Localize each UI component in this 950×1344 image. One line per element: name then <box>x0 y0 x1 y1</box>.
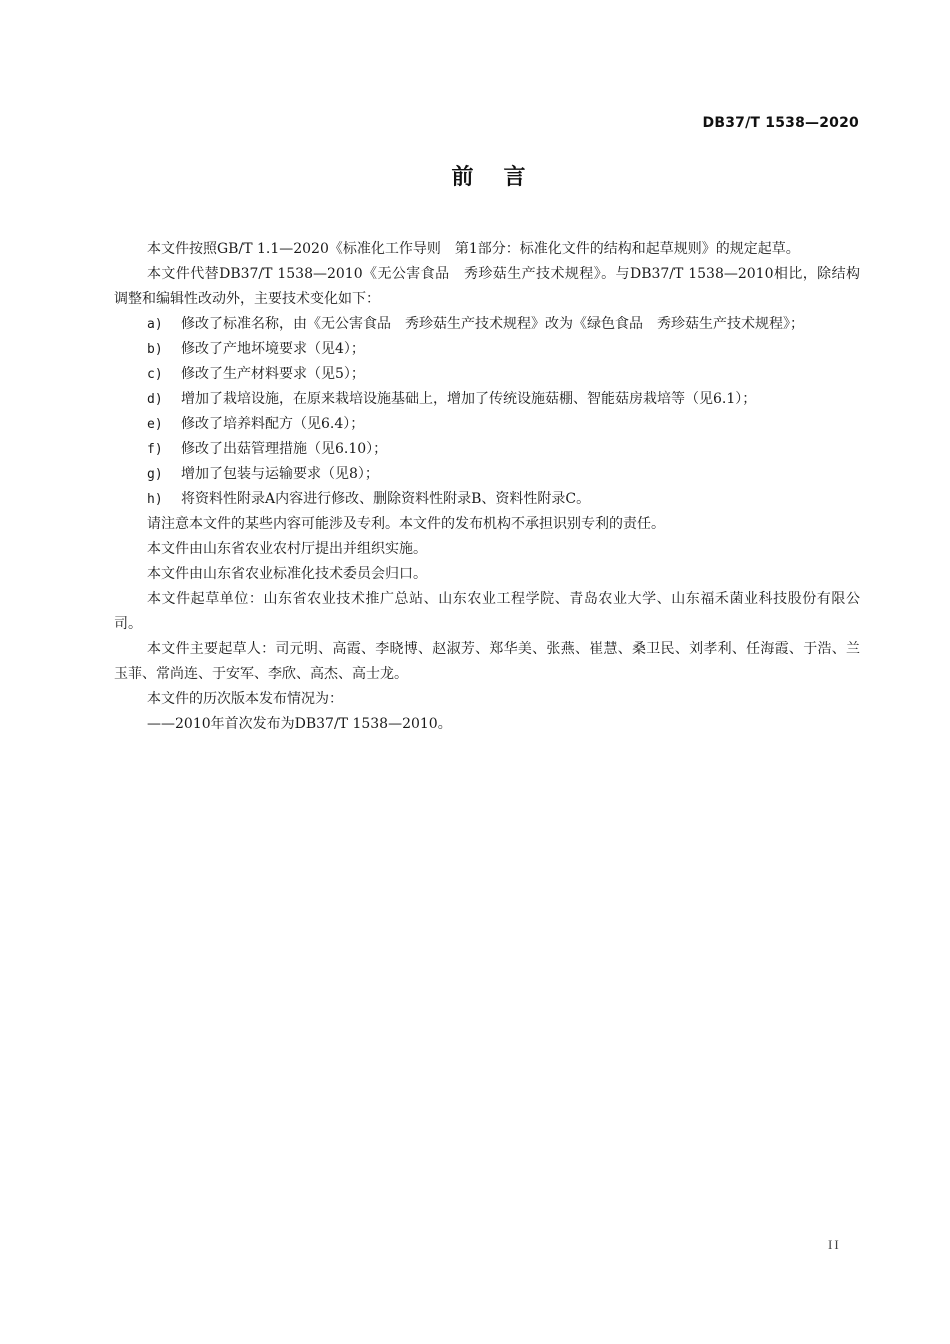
list-marker: c) <box>147 367 163 382</box>
paragraph-drafters: 本文件主要起草人：司元明、高霞、李晓博、赵淑芳、郑华美、张燕、崔慧、桑卫民、刘孝利、任海霞、于浩、兰玉菲、常尚连、于安军、李欣、高杰、高士龙。 <box>114 641 860 682</box>
list-item <box>114 437 860 462</box>
list-item-text: 修改了产地坏境要求（见4）； <box>181 341 365 357</box>
list-item-text: 增加了栽培设施，在原来栽培设施基础上，增加了传统设施菇棚、智能菇房栽培等（见6.1）； <box>181 391 757 407</box>
list-item <box>114 312 860 337</box>
list-item <box>114 337 860 362</box>
list-item-text: 将资料性附录A内容进行修改、删除资料性附录B、资料性附录C。 <box>181 491 591 507</box>
list-marker: h) <box>147 492 163 507</box>
paragraph-drafting-rules: 本文件按照GB/T 1.1—2020《标准化工作导则 第1部分：标准化文件的结构和起草规则》的规定起草。 <box>147 241 800 257</box>
list-marker: f) <box>147 442 163 457</box>
page-number: II <box>828 1237 841 1252</box>
list-item <box>114 462 860 487</box>
paragraph-replacement: 本文件代替DB37/T 1538—2010《无公害食品 秀珍菇生产技术规程》。与DB37/T 1538—2010相比，除结构调整和编辑性改动外，主要技术变化如下： <box>114 266 860 307</box>
paragraph-proposer: 本文件由山东省农业农村厅提出并组织实施。 <box>147 541 427 557</box>
list-item <box>114 412 860 437</box>
paragraph-history-heading: 本文件的历次版本发布情况为： <box>147 691 343 707</box>
paragraph-patent-notice: 请注意本文件的某些内容可能涉及专利。本文件的发布机构不承担识别专利的责任。 <box>147 516 665 532</box>
list-marker: d) <box>147 392 163 407</box>
list-marker: g) <box>147 467 163 482</box>
list-marker: a) <box>147 317 163 332</box>
list-item <box>114 362 860 387</box>
list-item-text: 修改了培养料配方（见6.4）； <box>181 416 365 432</box>
page-title: 前言 <box>451 165 556 190</box>
list-marker: b) <box>147 342 163 357</box>
list-item-text: 增加了包装与运输要求（见8）； <box>181 466 379 482</box>
list-item-text: 修改了出菇管理措施（见6.10）； <box>181 441 388 457</box>
changes-list <box>114 312 860 512</box>
list-item <box>114 487 860 512</box>
list-item <box>114 387 860 412</box>
paragraph-administrator: 本文件由山东省农业标准化技术委员会归口。 <box>147 566 427 582</box>
list-item-text: 修改了生产材料要求（见5）； <box>181 366 365 382</box>
foreword-body <box>114 237 860 737</box>
list-item-text: 修改了标准名称，由《无公害食品 秀珍菇生产技术规程》改为《绿色食品 秀珍菇生产技术规程》； <box>181 316 804 332</box>
paragraph-history-entry: ——2010年首次发布为DB37/T 1538—2010。 <box>147 716 452 732</box>
paragraph-drafting-units: 本文件起草单位：山东省农业技术推广总站、山东农业工程学院、青岛农业大学、山东福禾菌业科技股份有限公司。 <box>114 591 860 632</box>
list-marker: e) <box>147 417 163 432</box>
document-code: DB37/T 1538—2020 <box>702 115 859 131</box>
